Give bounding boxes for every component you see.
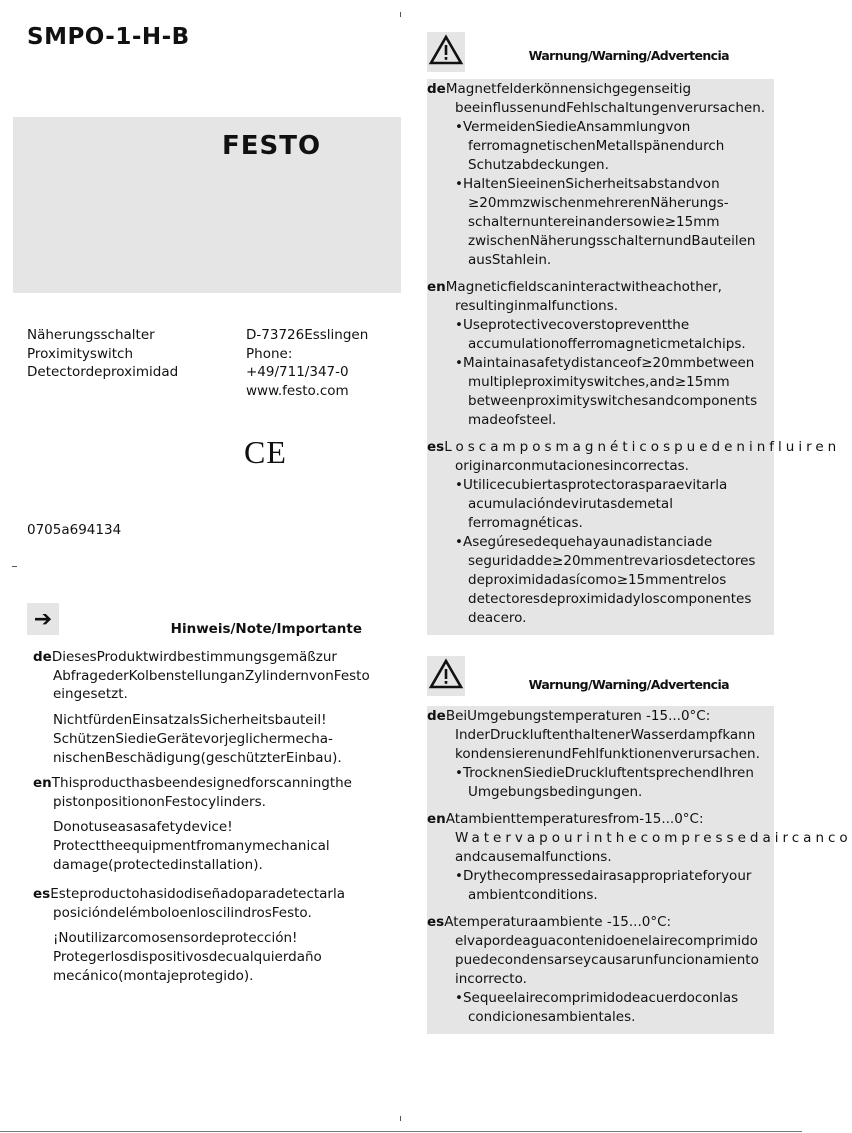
warning-text: kondensierenundFehlfunktionenverursachen. [455, 746, 760, 762]
warning-text: acumulacióndevirutasdemetal [468, 496, 673, 512]
warning-en [427, 810, 852, 905]
note-text: NichtfürdenEinsatzalsSicherheitsbauteil! [53, 712, 327, 729]
warning-text: madeofsteel. [468, 412, 557, 428]
lang-code: en [427, 811, 446, 827]
lang-code: en [427, 279, 446, 295]
warning-text: detectoresdeproximidadyloscomponentes [468, 591, 752, 607]
warning-text: •Asegúresedequehayaunadistanciade [455, 534, 713, 550]
note-de [33, 648, 373, 767]
note-text: Donotuseasasafetydevice! [53, 819, 233, 836]
warning-text: ferromagnéticas. [468, 515, 583, 531]
warning-text: ≥20mmzwischenmehrerenNäherungs- [468, 195, 729, 211]
name-de: Näherungsschalter [27, 327, 155, 343]
warning-text: InderDruckluftenthaltenerWasserdampfkann [455, 727, 756, 743]
crop-mark-top [400, 12, 401, 17]
warning-text: deacero. [468, 610, 527, 626]
warning-text: Magneticfieldscaninteractwitheachother, [445, 279, 722, 295]
warning-es [427, 438, 841, 628]
lang-code: de [427, 708, 446, 724]
warning-text: Magnetfelderkönnensichgegenseitig [445, 81, 692, 97]
warning-text: incorrecto. [455, 971, 527, 987]
note-es [33, 885, 373, 986]
address-web: www.festo.com [246, 382, 349, 399]
note-text: SchützenSiedieGerätevorjeglichermecha- [53, 730, 333, 747]
warning-text: elvapordeaguacontenidoenelairecomprimido [455, 933, 758, 949]
note-text: damage(protectedinstallation). [53, 856, 263, 873]
warning-text: Watervapourinthecompressedaircanco [455, 830, 852, 846]
warning-text: puedecondensarseycausarunfuncionamiento [455, 952, 759, 968]
product-names [27, 326, 178, 382]
page-bottom-rule [0, 1131, 802, 1132]
warning-text: Loscamposmagnéticospuedeninfluiren [444, 439, 841, 455]
warning-text: accumulationofferromagneticmetalchips. [468, 336, 746, 352]
warning-text: •Utilicecubiertasprotectorasparaevitarla [455, 477, 728, 493]
note-title: Hinweis/Note/Importante [170, 621, 362, 637]
note-text: nischenBeschädigung(geschützterEinbau). [53, 749, 342, 766]
warning-text: •TrocknenSiedieDruckluftentsprechendIhren [455, 765, 754, 781]
warning-text: originarconmutacionesincorrectas. [455, 458, 689, 474]
warning-text: ferromagnetischenMetallspänendurch [468, 138, 725, 154]
warning-header-1 [427, 32, 774, 76]
crop-mark-left [12, 566, 17, 567]
note-text: ¡Noutilizarcomosensordeprotección! [53, 930, 298, 947]
lang-code: es [427, 914, 445, 930]
note-text: Protecttheequipmentfromanymechanical [53, 838, 330, 855]
address-city: D-73726Esslingen [246, 327, 369, 343]
note-en [33, 774, 373, 875]
warning-text: beeinflussenundFehlschaltungenverursachen. [455, 100, 766, 116]
lang-code: de [33, 649, 52, 665]
product-title: SMPO-1-H-B [27, 24, 190, 50]
warning-text: •VermeidenSiedieAnsammlungvon [455, 119, 691, 135]
warning-text: resultinginmalfunctions. [455, 298, 619, 314]
warning-header-2 [427, 656, 774, 700]
warning-text: multipleproximityswitches,and≥15mm [468, 374, 730, 390]
warning-text: andcausemalfunctions. [455, 849, 612, 865]
warning-text: BeiUmgebungstemperaturen -15...0°C: [445, 708, 711, 724]
warning-text: Atambienttemperaturesfrom-15...0°C: [445, 811, 704, 827]
warning-text: Umgebungsbedingungen. [468, 784, 643, 800]
logo-panel [13, 117, 401, 293]
crop-mark-bottom [400, 1116, 401, 1121]
company-address [246, 326, 368, 400]
warning-text: •HaltenSieeinenSicherheitsabstandvon [455, 176, 720, 192]
note-text: AbfragederKolbenstellunganZylindernvonFesto [53, 667, 370, 684]
warning-text: condicionesambientales. [468, 1009, 636, 1025]
warning-title: Warnung/Warning/Advertencia [528, 48, 729, 63]
note-text: mecánico(montajeprotegido). [53, 967, 254, 984]
warning-title: Warnung/Warning/Advertencia [528, 677, 729, 692]
warning-text: •Maintainasafetydistanceof≥20mmbetween [455, 355, 755, 371]
warning-text: ausStahlein. [468, 252, 552, 268]
warning-text: schalternuntereinandersowie≥15mm [468, 214, 720, 230]
warning-triangle-icon [427, 656, 465, 696]
lang-code: de [427, 81, 446, 97]
warning-text: betweenproximityswitchesandcomponents [468, 393, 758, 409]
warning-text: •Useprotectivecoverstopreventthe [455, 317, 690, 333]
address-phone: +49/711/347-0 [246, 364, 349, 380]
warning-de [427, 707, 774, 802]
warning-box-2 [427, 706, 852, 1034]
lang-code: en [33, 775, 52, 791]
ce-mark: CE [244, 434, 287, 470]
lang-code: es [427, 439, 445, 455]
warning-text: •Drythecompressedairasappropriateforyour [455, 868, 752, 884]
festo-logo: FESTO [222, 131, 322, 161]
name-en: Proximityswitch [27, 345, 134, 362]
warning-text: seguridadde≥20mmentrevariosdetectores [468, 553, 756, 569]
name-es: Detectordeproximidad [27, 364, 179, 380]
warning-de [427, 80, 774, 270]
warning-triangle-icon [427, 32, 465, 72]
warning-text: Schutzabdeckungen. [468, 157, 609, 173]
note-text: Thisproducthasbeendesignedforscanningthe [51, 775, 352, 791]
warning-text: •Sequeelairecomprimidodeacuerdoconlas [455, 990, 739, 1006]
lang-code: es [33, 886, 51, 902]
address-phone-label: Phone: [246, 345, 293, 362]
warning-text: Atemperaturaambiente -15...0°C: [444, 914, 672, 930]
note-text: Protegerlosdispositivosdecualquierdaño [53, 949, 322, 966]
note-text: posicióndelémboloenloscilindrosFesto. [53, 904, 312, 921]
note-text: pistonpositiononFestocylinders. [53, 793, 266, 810]
note-text: DiesesProduktwirdbestimmungsgemäßzur [51, 649, 337, 665]
document-number: 0705a694134 [27, 522, 122, 538]
note-text: eingesetzt. [53, 686, 128, 703]
note-text: Esteproductohasidodiseñadoparadetectarla [50, 886, 346, 902]
warning-en [427, 278, 774, 430]
warning-box-1 [427, 79, 841, 635]
arrow-right-icon: ➔ [27, 603, 59, 635]
note-header [27, 603, 362, 639]
warning-text: deproximidadasícomo≥15mmentrelos [468, 572, 727, 588]
warning-text: ambientconditions. [468, 887, 598, 903]
warning-es [427, 913, 774, 1027]
warning-text: zwischenNäherungsschalternundBauteilen [468, 233, 756, 249]
